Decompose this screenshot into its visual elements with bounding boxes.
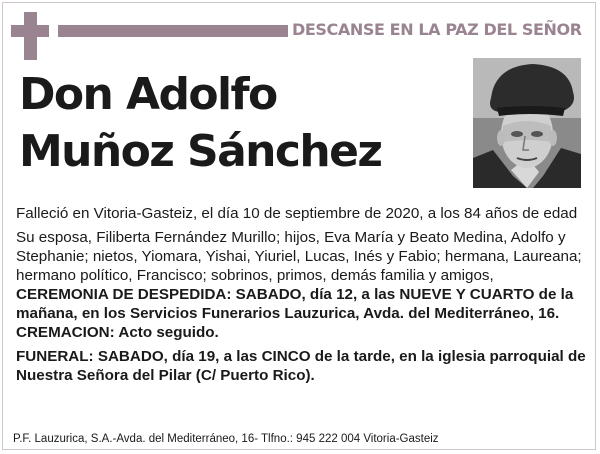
header-divider-bar [58,25,288,37]
death-notice: Falleció en Vitoria-Gasteiz, el día 10 de septiembre de 2020, a los 84 años de edad [16,205,578,222]
funeral-home-footer: P.F. Lauzurica, S.A.-Avda. del Mediterráneo, 16- Tlfno.: 945 222 004 Vitoria-Gasteiz [13,433,439,445]
cremation-details: CREMACION: Acto seguido. [16,324,219,341]
ceremony-details: CEREMONIA DE DESPEDIDA: SABADO, día 12, a las NUEVE Y CUARTO de la mañana, en los Servicios Funerarios Lauzurica, Avda. del Mediterráneo, 16. [16,286,574,322]
cross-icon-arm [11,25,49,37]
funeral-details: FUNERAL: SABADO, día 19, a las CINCO de la tarde, en la iglesia parroquial de Nuestra Señora del Pilar (C/ Puerto Rico). [16,348,586,384]
deceased-name-line1: Don Adolfo [19,69,277,120]
deceased-name-line2: Muñoz Sánchez [19,126,382,177]
family-list: Su esposa, Filiberta Fernández Murillo; hijos, Eva María y Beato Medina, Adolfo y Stephanie; nietos, Yiomara, Yishai, Yiuriel, Lucas, Inés y Fabio; hermana, Laureana; hermano político, Francisco; sobrinos, primos, demás familia y amigos, [16,229,582,284]
obituary-body [16,204,586,385]
deceased-name [19,66,381,180]
deceased-photo [473,58,581,188]
header-title: DESCANSE EN LA PAZ DEL SEÑOR [292,20,582,39]
